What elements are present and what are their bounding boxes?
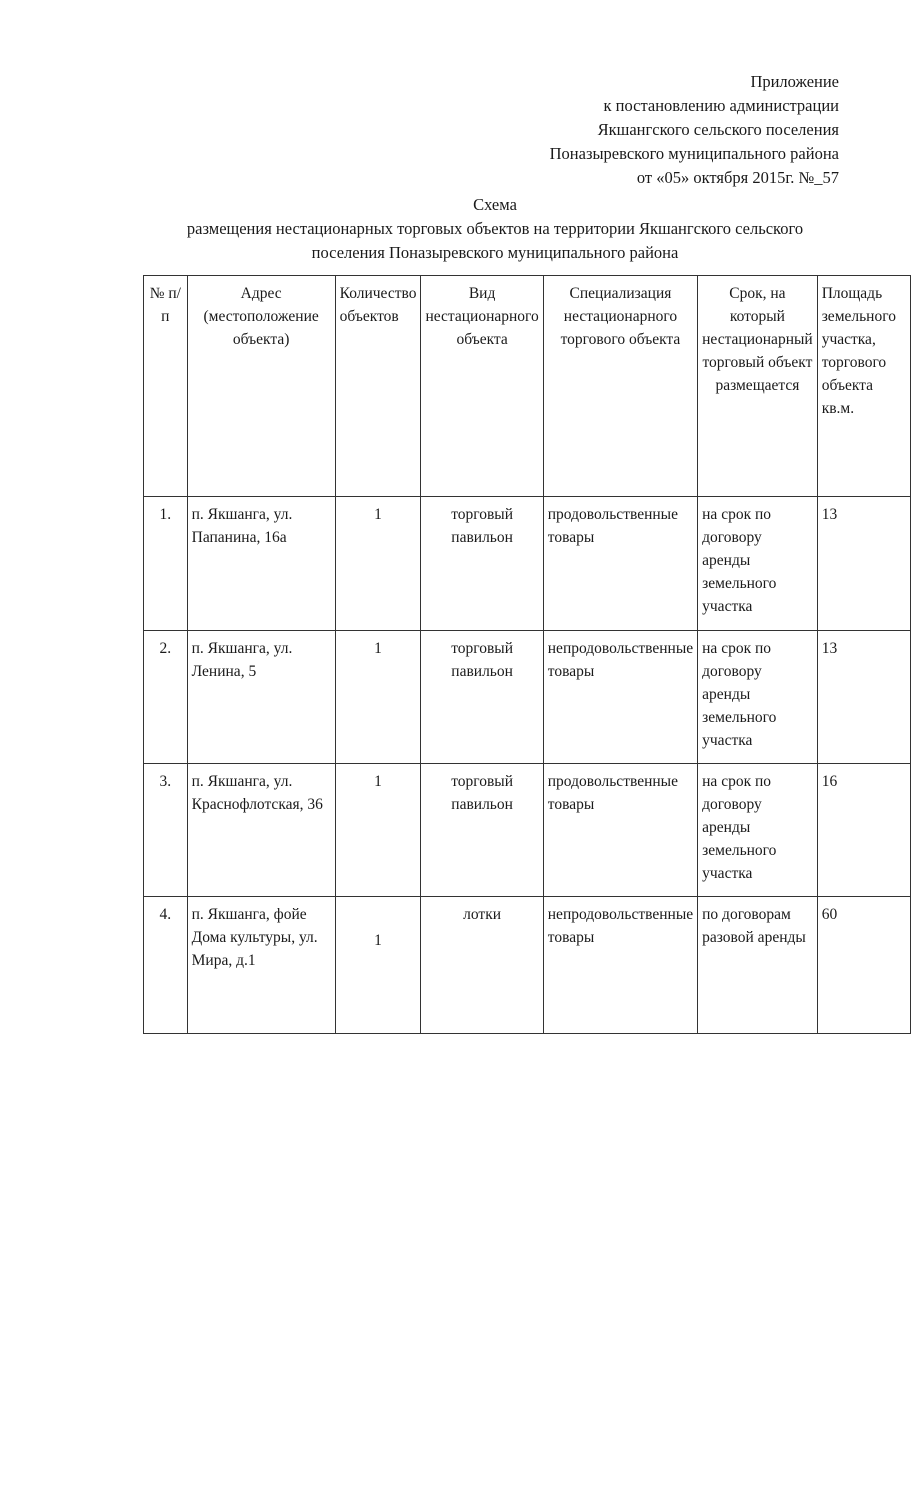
- cell-kind: торговый павильон: [421, 497, 543, 631]
- cell-quantity: 1: [335, 897, 421, 1034]
- appendix-line-4: Поназыревского муниципального района: [549, 144, 839, 163]
- document-title: [140, 193, 850, 265]
- col-header-kind: Вид нестационарного объекта: [421, 276, 543, 497]
- cell-specialization: продовольственные товары: [543, 497, 697, 631]
- cell-term: на срок по договору аренды земельного участка: [698, 764, 818, 897]
- col-header-address: Адрес (местоположение объекта): [187, 276, 335, 497]
- cell-quantity: 1: [335, 497, 421, 631]
- cell-specialization: непродовольственные товары: [543, 897, 697, 1034]
- col-header-quantity: Количество объектов: [335, 276, 421, 497]
- appendix-line-3: Якшангского сельского поселения: [597, 120, 839, 139]
- appendix-line-1: Приложение: [750, 72, 839, 91]
- title-line-2: размещения нестационарных торговых объектов на территории Якшангского сельского: [186, 219, 804, 238]
- cell-address: п. Якшанга, ул. Ленина, 5: [187, 631, 335, 764]
- cell-term: на срок по договору аренды земельного участка: [698, 497, 818, 631]
- appendix-line-5: от «05» октября 2015г. №_57: [636, 168, 839, 187]
- cell-specialization: продовольственные товары: [543, 764, 697, 897]
- cell-address: п. Якшанга, фойе Дома культуры, ул. Мира, д.1: [187, 897, 335, 1034]
- table-header-row: [144, 276, 911, 497]
- cell-area: 13: [817, 631, 910, 764]
- cell-num: 3.: [144, 764, 188, 897]
- cell-kind: торговый павильон: [421, 631, 543, 764]
- cell-quantity: 1: [335, 631, 421, 764]
- table-row: [144, 497, 911, 631]
- appendix-line-2: к постановлению администрации: [603, 96, 839, 115]
- cell-kind: лотки: [421, 897, 543, 1034]
- table-row: [144, 631, 911, 764]
- cell-num: 1.: [144, 497, 188, 631]
- cell-term: на срок по договору аренды земельного участка: [698, 631, 818, 764]
- appendix-header: [550, 70, 839, 190]
- cell-address: п. Якшанга, ул. Краснофлотская, 36: [187, 764, 335, 897]
- col-header-area: Площадь земельного участка, торгового объекта кв.м.: [817, 276, 910, 497]
- cell-quantity: 1: [335, 764, 421, 897]
- table-row: [144, 897, 911, 1034]
- title-line-3: поселения Поназыревского муниципального района: [311, 243, 679, 262]
- cell-term: по договорам разовой аренды: [698, 897, 818, 1034]
- cell-area: 13: [817, 497, 910, 631]
- cell-area: 16: [817, 764, 910, 897]
- placement-table: [143, 275, 911, 1034]
- col-header-specialization: Специализация нестационарного торгового объекта: [543, 276, 697, 497]
- cell-kind: торговый павильон: [421, 764, 543, 897]
- col-header-term: Срок, на который нестационарный торговый объект размещается: [698, 276, 818, 497]
- cell-specialization: непродовольственные товары: [543, 631, 697, 764]
- cell-area: 60: [817, 897, 910, 1034]
- cell-num: 4.: [144, 897, 188, 1034]
- col-header-num: № п/п: [144, 276, 188, 497]
- table-row: [144, 764, 911, 897]
- cell-num: 2.: [144, 631, 188, 764]
- title-line-1: Схема: [473, 195, 517, 214]
- cell-address: п. Якшанга, ул. Папанина, 16а: [187, 497, 335, 631]
